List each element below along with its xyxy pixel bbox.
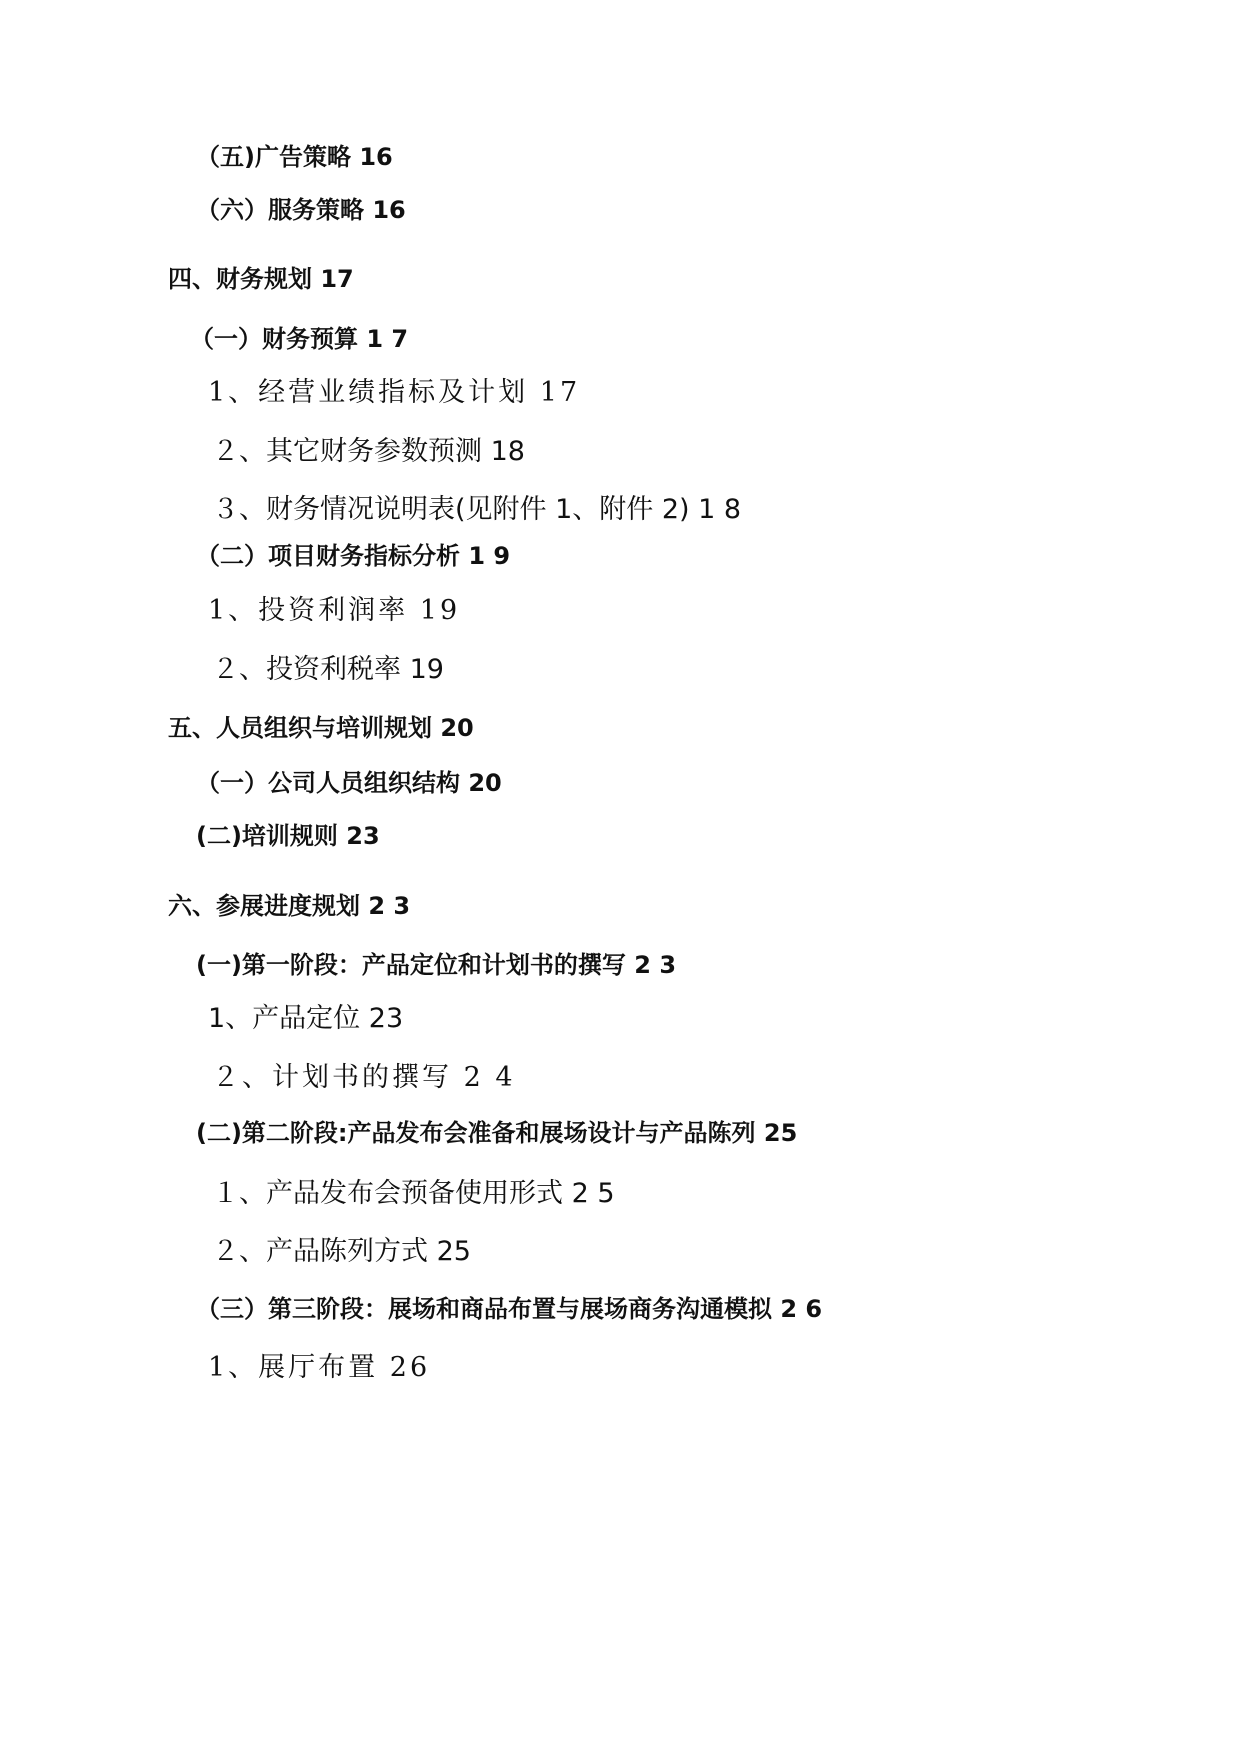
toc-subitem-product-positioning: 1、产品定位 23 [208,1003,404,1034]
toc-subitem-tax-rate: ２、投资利税率 19 [212,654,444,685]
toc-heading-personnel: 五、人员组织与培训规划 20 [168,714,474,742]
toc-subitem-business-indicators: 1、经营业绩指标及计划 17 [208,377,581,408]
toc-item-phase-three: （三）第三阶段：展场和商品布置与展场商务沟通模拟 2 6 [196,1295,823,1323]
toc-subitem-plan-writing: ２、计划书的撰写 2 4 [212,1062,516,1093]
toc-item-advertising-strategy: （五)广告策略 16 [196,143,393,171]
toc-subitem-roi: 1、投资利润率 19 [208,595,461,626]
toc-item-phase-two: (二)第二阶段:产品发布会准备和展场设计与产品陈列 25 [196,1119,798,1147]
toc-item-phase-one: (一)第一阶段：产品定位和计划书的撰写 2 3 [196,951,677,979]
toc-heading-financial-planning: 四、财务规划 17 [168,265,354,293]
toc-subitem-launch-format: １、产品发布会预备使用形式 2 5 [212,1178,615,1209]
toc-item-training-rules: (二)培训规则 23 [196,822,380,850]
toc-subitem-hall-layout: 1、展厅布置 26 [208,1352,431,1383]
toc-heading-schedule: 六、参展进度规划 2 3 [168,892,411,920]
toc-subitem-financial-forecast: ２、其它财务参数预测 18 [212,436,525,467]
toc-item-service-strategy: （六）服务策略 16 [196,196,406,224]
toc-item-financial-budget: （一）财务预算 1 7 [190,325,409,353]
toc-subitem-financial-statement: ３、财务情况说明表(见附件 1、附件 2) 1 8 [212,494,742,525]
toc-subitem-display-method: ２、产品陈列方式 25 [212,1236,471,1267]
toc-item-org-structure: （一）公司人员组织结构 20 [196,769,502,797]
toc-item-financial-analysis: （二）项目财务指标分析 1 9 [196,542,511,570]
